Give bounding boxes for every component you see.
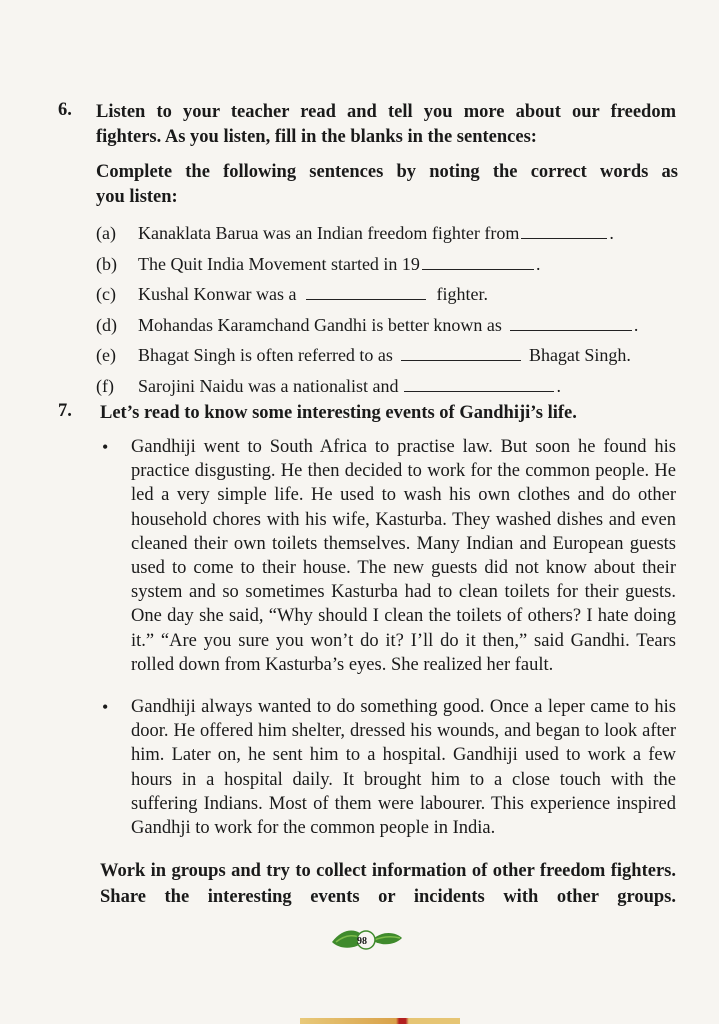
blank-item-c: [96, 281, 686, 312]
story-paragraph-1: [102, 435, 676, 677]
item-label: (c): [96, 284, 116, 304]
item-after: .: [535, 253, 541, 274]
q6-line-4: you listen:: [96, 187, 178, 207]
paragraph-text: Gandhiji always wanted to do something good. Once a leper came to his door. He offered him shelter, dressed his wounds, and began to look after him. Later on, he sent him to a hospital. Gandhiji used to work a few hours in a hospital daily. It brought him to a close touch with the suffering Indians. Most of them were labourer. This experience inspired Gandhji to work for the common people in India.: [131, 697, 676, 839]
item-text: Bhagat Singh is often referred to as: [138, 345, 393, 365]
bottom-edge-strip: [300, 1018, 460, 1024]
story-paragraph-2: [102, 695, 676, 840]
question-7-number: 7.: [58, 401, 72, 421]
answer-blank[interactable]: [510, 312, 632, 331]
fill-in-blanks-list: [96, 220, 686, 403]
question-6-instructions: [96, 100, 676, 150]
item-text: Kanaklata Barua was an Indian freedom fighter from: [138, 223, 520, 243]
item-after: fighter.: [436, 284, 488, 304]
paragraph-text: Gandhiji went to South Africa to practise law. But soon he found his practice disgusting. He then decided to work for the common people. He led a very simple life. He used to wash his own clothes and do other household chores with his wife, Kasturba. They washed dishes and even cleaned their own toilets themselves. Many Indian and European guests used to come to their house. The new guests did not know about their system and so sometimes Kasturba had to clean toilets for their guests. One day she said, “Why should I clean the toilets of others? I hate doing it.” “Are you sure you won’t do it? I’ll do it then,” said Gandhi. Tears rolled down from Kasturba’s eyes. She realized her fault.: [131, 437, 676, 675]
blank-item-f: [96, 373, 686, 404]
blank-item-e: [96, 342, 686, 373]
answer-blank[interactable]: [422, 251, 534, 270]
blank-item-a: [96, 220, 686, 251]
q6-line-2: fighters. As you listen, fill in the blanks in the sentences:: [96, 127, 537, 147]
bullet-icon: •: [102, 437, 109, 457]
group-activity-instruction: Work in groups and try to collect information of other freedom fighters. Share the interesting events or incidents with other groups.: [100, 861, 676, 907]
question-6-number: 6.: [58, 100, 72, 120]
answer-blank[interactable]: [404, 373, 554, 392]
item-label: (e): [96, 345, 116, 365]
item-after: .: [633, 314, 639, 335]
item-text: Sarojini Naidu was a nationalist and: [138, 375, 399, 396]
question-6-subinstructions: [96, 160, 678, 210]
item-after: .: [556, 375, 561, 396]
answer-blank[interactable]: [401, 342, 521, 361]
item-after: .: [609, 223, 614, 243]
question-7-title: Let’s read to know some interesting events of Gandhiji’s life.: [100, 403, 577, 423]
item-label: (a): [96, 223, 116, 243]
item-after: Bhagat Singh.: [528, 345, 631, 365]
item-text: Kushal Konwar was a: [138, 284, 297, 304]
blank-item-d: [96, 312, 686, 343]
blank-item-b: [96, 251, 686, 282]
answer-blank[interactable]: [306, 281, 426, 300]
item-label: (b): [96, 253, 117, 274]
item-label: (f): [96, 375, 114, 396]
answer-blank[interactable]: [521, 220, 607, 239]
item-label: (d): [96, 314, 117, 335]
page-number: 98: [357, 936, 367, 947]
q6-line-1: Listen to your teacher read and tell you more about our freedom: [96, 102, 676, 122]
bullet-icon: •: [102, 697, 109, 717]
item-text: The Quit India Movement started in 19: [138, 253, 420, 274]
q6-line-3: Complete the following sentences by noting the correct words as: [96, 162, 678, 182]
item-text: Mohandas Karamchand Gandhi is better known as: [138, 314, 502, 335]
